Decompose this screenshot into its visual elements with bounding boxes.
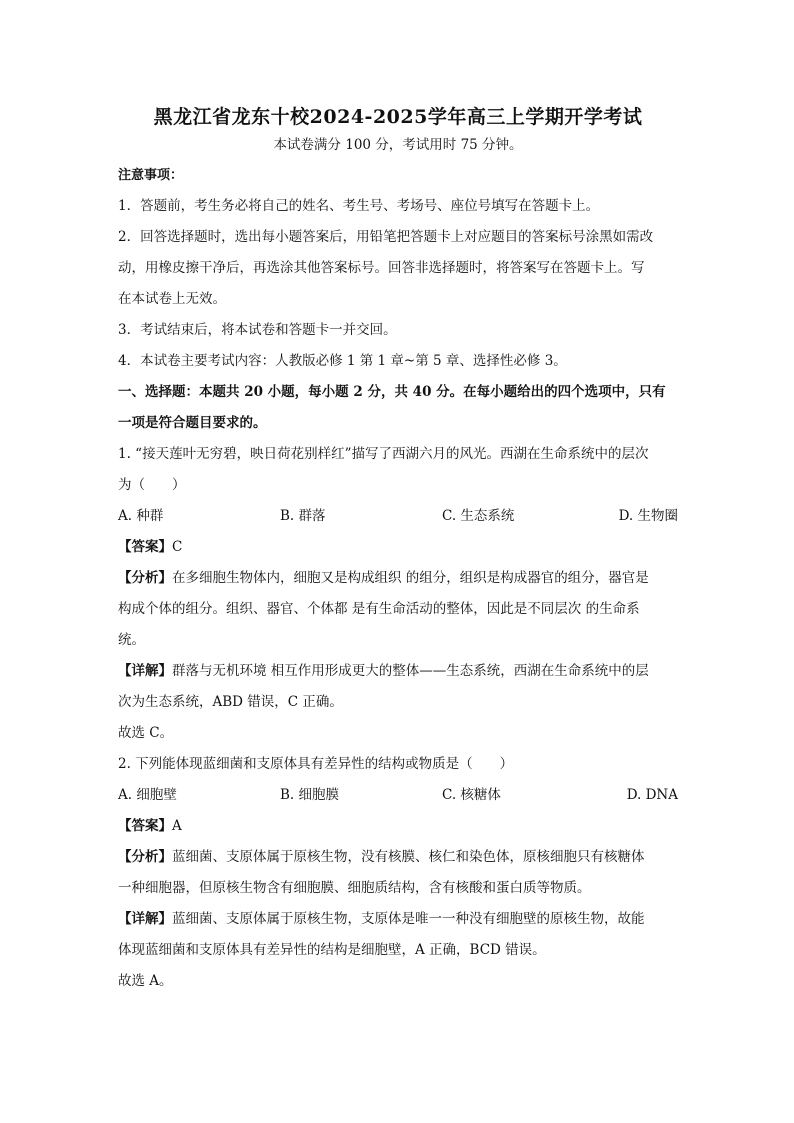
question-1-detail	[118, 656, 678, 687]
section-heading: 一、选择题：本题共 20 小题，每小题 2 分，共 40 分。在每小题给出的四个选项中，只有	[118, 384, 666, 400]
notice-item: 3．考试结束后，将本试卷和答题卡一并交回。	[118, 322, 397, 338]
section-heading: 一项是符合题目要求的。	[118, 415, 267, 431]
detail-text: 蓝细菌、支原体属于原核生物，支原体是唯一一种没有细胞壁的原核生物，故能	[172, 911, 645, 927]
option-b: B. 群落	[280, 508, 326, 524]
analysis-text: 蓝细菌、支原体属于原核生物，没有核膜、核仁和染色体，原核细胞只有核糖体	[172, 849, 645, 865]
option-d: D. DNA	[626, 787, 678, 803]
analysis-tag: 【分析】	[118, 570, 172, 586]
question-2-stem: 2. 下列能体现蓝细菌和支原体具有差异性的结构或物质是（ ）	[118, 756, 514, 772]
question-1-analysis: 统。	[118, 632, 145, 648]
question-1-stem: 1. “接天莲叶无穷碧，映日荷花别样红”描写了西湖六月的风光。西湖在生命系统中的层次	[118, 446, 649, 462]
page-title: 黑龙江省龙东十校2024-2025学年高三上学期开学考试	[153, 106, 643, 128]
question-2-conclusion: 故选 A。	[118, 973, 173, 989]
option-d: D. 生物圈	[618, 508, 678, 524]
option-a: A. 细胞壁	[118, 787, 177, 803]
answer-tag: 【答案】	[118, 818, 172, 834]
option-a: A. 种群	[118, 508, 164, 524]
question-1-analysis	[118, 563, 678, 594]
option-c: C. 生态系统	[442, 508, 515, 524]
detail-tag: 【详解】	[118, 911, 172, 927]
notice-item: 在本试卷上无效。	[118, 291, 226, 307]
question-1-options	[118, 501, 678, 532]
question-1-detail: 次为生态系统，ABD 错误，C 正确。	[118, 694, 343, 710]
exam-page	[118, 102, 678, 997]
answer-value: C	[172, 539, 183, 555]
question-1-stem: 为（ ）	[118, 477, 186, 493]
answer-value: A	[172, 818, 182, 834]
question-1-conclusion: 故选 C。	[118, 725, 174, 741]
question-1-answer	[118, 532, 678, 563]
question-2-detail	[118, 904, 678, 935]
question-2-answer	[118, 811, 678, 842]
detail-text: 群落与无机环境 相互作用形成更大的整体——生态系统，西湖在生命系统中的层	[172, 663, 649, 679]
question-2-analysis: 一种细胞器，但原核生物含有细胞膜、细胞质结构，含有核酸和蛋白质等物质。	[118, 880, 591, 896]
question-2-analysis	[118, 842, 678, 873]
notice-item: 动，用橡皮擦干净后，再选涂其他答案标号。回答非选择题时，将答案写在答题卡上。写	[118, 260, 645, 276]
answer-tag: 【答案】	[118, 539, 172, 555]
option-c: C. 核糖体	[442, 787, 501, 803]
analysis-text: 在多细胞生物体内，细胞又是构成组织 的组分，组织是构成器官的组分，器官是	[172, 570, 649, 586]
option-b: B. 细胞膜	[280, 787, 340, 803]
question-2-options	[118, 780, 678, 811]
exam-info: 本试卷满分 100 分，考试用时 75 分钟。	[273, 137, 523, 153]
question-1-analysis: 构成个体的组分。组织、器官、个体都 是有生命活动的整体，因此是不同层次 的生命系	[118, 601, 640, 617]
analysis-tag: 【分析】	[118, 849, 172, 865]
detail-tag: 【详解】	[118, 663, 172, 679]
question-2-detail: 体现蓝细菌和支原体具有差异性的结构是细胞壁，A 正确，BCD 错误。	[118, 942, 546, 958]
notice-item: 4．本试卷主要考试内容：人教版必修 1 第 1 章~第 5 章、选择性必修 3。	[118, 353, 567, 369]
notice-heading: 注意事项：	[118, 168, 184, 183]
notice-item: 2．回答选择题时，选出每小题答案后，用铅笔把答题卡上对应题目的答案标号涂黑如需改	[118, 229, 654, 245]
notice-item: 1．答题前，考生务必将自己的姓名、考生号、考场号、座位号填写在答题卡上。	[118, 198, 600, 214]
